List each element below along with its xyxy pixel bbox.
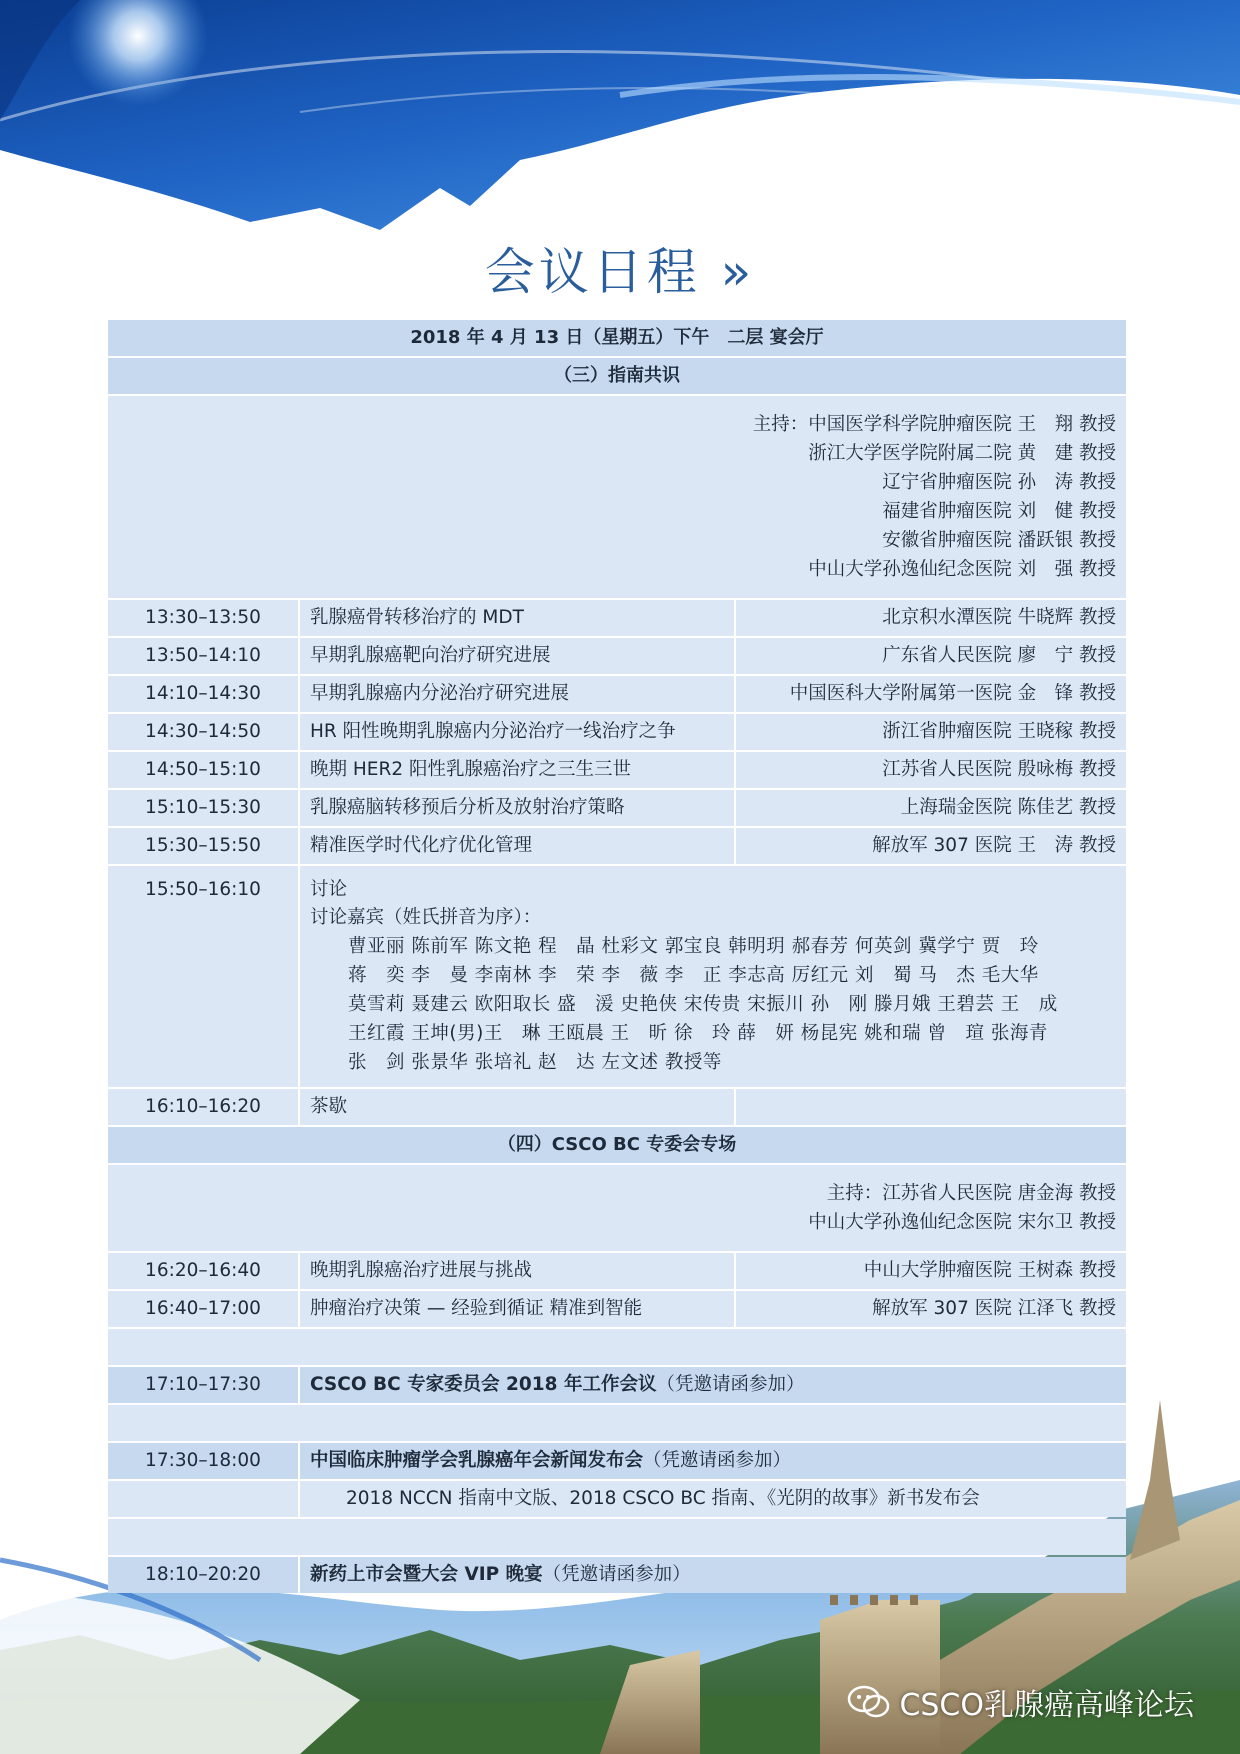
- session3-title: （三）指南共识: [108, 358, 1126, 394]
- talk-topic: 精准医学时代化疗优化管理: [300, 828, 734, 864]
- talk-speaker: 北京积水潭医院 牛晓辉 教授: [736, 600, 1126, 636]
- event-title: [300, 1443, 1126, 1479]
- event-title: [300, 1367, 1126, 1403]
- talk-topic: 晚期 HER2 阳性乳腺癌治疗之三生三世: [300, 752, 734, 788]
- talk-speaker: 江苏省人民医院 殷咏梅 教授: [736, 752, 1126, 788]
- spacer-cell: [108, 1405, 1126, 1441]
- host-line: 中山大学孙逸仙纪念医院 刘 强 教授: [808, 559, 1116, 580]
- talk-time: 16:40–17:00: [108, 1291, 298, 1327]
- talk-row: [108, 676, 1126, 712]
- session3-hosts-row: [108, 396, 1126, 598]
- event-name: 中国临床肿瘤学会乳腺癌年会新闻发布会: [310, 1450, 644, 1471]
- spacer-row: [108, 1405, 1126, 1441]
- break-empty-cell: [736, 1089, 1126, 1125]
- event-name: CSCO BC 专家委员会 2018 年工作会议: [310, 1374, 657, 1395]
- schedule-table: [108, 320, 1126, 1593]
- event-time: 17:10–17:30: [108, 1367, 298, 1403]
- event-time: 18:10–20:20: [108, 1557, 298, 1593]
- talk-time: 13:30–13:50: [108, 600, 298, 636]
- host-line: 辽宁省肿瘤医院 孙 涛 教授: [882, 472, 1116, 493]
- spacer-row: [108, 1519, 1126, 1555]
- event-note: （凭邀请函参加）: [542, 1564, 691, 1585]
- talk-time: 15:10–15:30: [108, 790, 298, 826]
- talk-speaker: 中国医科大学附属第一医院 金 锋 教授: [736, 676, 1126, 712]
- guest-line: 王红霞 王坤(男)王 琳 王瓯晨 王 昕 徐 玲 薛 妍 杨昆宪 姚和瑞 曾 瑄 张海青: [348, 1023, 1048, 1044]
- talk-time: 13:50–14:10: [108, 638, 298, 674]
- host-line: 浙江大学医学院附属二院 黄 建 教授: [808, 443, 1116, 464]
- wechat-icon: [847, 1685, 891, 1719]
- session3-hosts: [108, 396, 1126, 598]
- spacer-cell: [108, 1519, 1126, 1555]
- watermark-text: CSCO乳腺癌高峰论坛: [899, 1688, 1194, 1723]
- event-title: [300, 1557, 1126, 1593]
- discussion-block: [300, 866, 1126, 1087]
- guest-line: 莫雪莉 聂建云 欧阳取长 盛 湲 史艳侠 宋传贵 宋振川 孙 刚 滕月娥 王碧芸 王 成: [348, 994, 1058, 1015]
- host-line: 中山大学孙逸仙纪念医院 宋尔卫 教授: [808, 1212, 1116, 1233]
- page-title: 会议日程 »: [484, 243, 756, 301]
- talk-speaker: 上海瑞金医院 陈佳艺 教授: [736, 790, 1126, 826]
- talk-row: [108, 790, 1126, 826]
- guest-line: 蒋 奕 李 曼 李南林 李 荣 李 薇 李 正 李志高 厉红元 刘 蜀 马 杰 毛大华: [348, 965, 1039, 986]
- talk-time: 14:10–14:30: [108, 676, 298, 712]
- talk-topic: 晚期乳腺癌治疗进展与挑战: [300, 1253, 734, 1289]
- event-sub-row: [108, 1481, 1126, 1517]
- talk-speaker: 广东省人民医院 廖 宁 教授: [736, 638, 1126, 674]
- talk-row: [108, 752, 1126, 788]
- talk-row: [108, 828, 1126, 864]
- spacer-cell: [108, 1329, 1126, 1365]
- break-row: [108, 1089, 1126, 1125]
- discussion-row: [108, 866, 1126, 1087]
- talk-time: 14:50–15:10: [108, 752, 298, 788]
- guest-list: [310, 932, 1116, 1077]
- break-time: 16:10–16:20: [108, 1089, 298, 1125]
- session4-title-row: [108, 1127, 1126, 1163]
- session4-hosts: [108, 1165, 1126, 1251]
- talk-row: [108, 1253, 1126, 1289]
- talk-topic: 乳腺癌骨转移治疗的 MDT: [300, 600, 734, 636]
- event-name: 新药上市会暨大会 VIP 晚宴: [310, 1564, 543, 1585]
- discussion-label: 讨论: [310, 879, 348, 900]
- spacer-row: [108, 1329, 1126, 1365]
- session3-title-row: [108, 358, 1126, 394]
- host-line: 福建省肿瘤医院 刘 健 教授: [882, 501, 1116, 522]
- event-sub-time-cell: [108, 1481, 298, 1517]
- event-row: [108, 1443, 1126, 1479]
- talk-row: [108, 638, 1126, 674]
- date-header: 2018 年 4 月 13 日（星期五）下午 二层 宴会厅: [108, 320, 1126, 356]
- talk-time: 16:20–16:40: [108, 1253, 298, 1289]
- talk-topic: HR 阳性晚期乳腺癌内分泌治疗一线治疗之争: [300, 714, 734, 750]
- event-row: [108, 1367, 1126, 1403]
- talk-topic: 早期乳腺癌内分泌治疗研究进展: [300, 676, 734, 712]
- session4-hosts-row: [108, 1165, 1126, 1251]
- date-header-row: [108, 320, 1126, 356]
- talk-topic: 肿瘤治疗决策 — 经验到循证 精准到智能: [300, 1291, 734, 1327]
- event-note: （凭邀请函参加）: [643, 1450, 792, 1471]
- guest-line: 曹亚丽 陈前军 陈文艳 程 晶 杜彩文 郭宝良 韩明玥 郝春芳 何英剑 冀学宁 贾 玲: [348, 936, 1039, 957]
- talk-topic: 早期乳腺癌靶向治疗研究进展: [300, 638, 734, 674]
- event-time: 17:30–18:00: [108, 1443, 298, 1479]
- talk-topic: 乳腺癌脑转移预后分析及放射治疗策略: [300, 790, 734, 826]
- talk-speaker: 浙江省肿瘤医院 王晓稼 教授: [736, 714, 1126, 750]
- host-line: 主持：中国医学科学院肿瘤医院 王 翔 教授: [752, 414, 1116, 435]
- talk-row: [108, 1291, 1126, 1327]
- talk-time: 14:30–14:50: [108, 714, 298, 750]
- break-label: 茶歇: [300, 1089, 734, 1125]
- host-line: 主持：江苏省人民医院 唐金海 教授: [826, 1183, 1116, 1204]
- host-line: 安徽省肿瘤医院 潘跃银 教授: [882, 530, 1116, 551]
- guests-label: 讨论嘉宾（姓氏拼音为序）：: [310, 907, 542, 928]
- guest-line: 张 剑 张景华 张培礼 赵 达 左文述 教授等: [348, 1052, 722, 1073]
- event-row: [108, 1557, 1126, 1593]
- event-note: （凭邀请函参加）: [656, 1374, 805, 1395]
- watermark: [847, 1680, 1194, 1724]
- talk-row: [108, 600, 1126, 636]
- talk-speaker: 解放军 307 医院 王 涛 教授: [736, 828, 1126, 864]
- talk-speaker: 解放军 307 医院 江泽飞 教授: [736, 1291, 1126, 1327]
- session4-title: （四）CSCO BC 专委会专场: [108, 1127, 1126, 1163]
- event-sub-title: 2018 NCCN 指南中文版、2018 CSCO BC 指南、《光阴的故事》新书发布会: [300, 1481, 1126, 1517]
- discussion-time: 15:50–16:10: [108, 866, 298, 1087]
- talk-time: 15:30–15:50: [108, 828, 298, 864]
- talk-speaker: 中山大学肿瘤医院 王树森 教授: [736, 1253, 1126, 1289]
- talk-row: [108, 714, 1126, 750]
